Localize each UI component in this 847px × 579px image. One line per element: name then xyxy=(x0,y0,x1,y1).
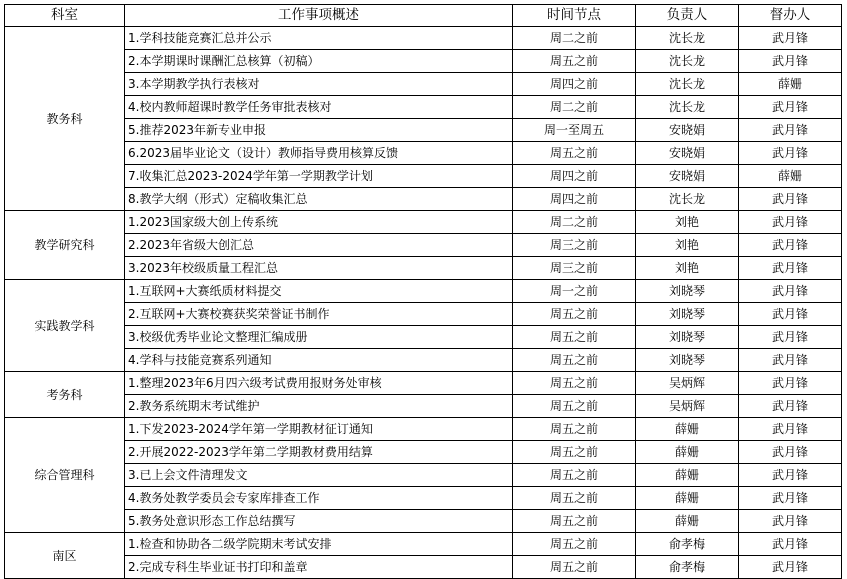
owner-cell: 安晓娟 xyxy=(636,142,739,165)
time-cell: 周五之前 xyxy=(513,395,636,418)
table-row xyxy=(5,510,842,533)
supervisor-cell: 武月锋 xyxy=(739,257,842,280)
owner-cell: 薛姗 xyxy=(636,418,739,441)
table-row xyxy=(5,257,842,280)
time-cell: 周二之前 xyxy=(513,211,636,234)
table-row xyxy=(5,27,842,50)
task-cell: 1.整理2023年6月四六级考试费用报财务处审核 xyxy=(125,372,513,395)
supervisor-cell: 武月锋 xyxy=(739,96,842,119)
time-cell: 周五之前 xyxy=(513,464,636,487)
task-cell: 2.2023年省级大创汇总 xyxy=(125,234,513,257)
header-task: 工作事项概述 xyxy=(125,5,513,27)
owner-cell: 沈长龙 xyxy=(636,188,739,211)
supervisor-cell: 武月锋 xyxy=(739,27,842,50)
owner-cell: 安晓娟 xyxy=(636,165,739,188)
task-cell: 3.校级优秀毕业论文整理汇编成册 xyxy=(125,326,513,349)
table-row xyxy=(5,533,842,556)
time-cell: 周五之前 xyxy=(513,372,636,395)
table-row xyxy=(5,142,842,165)
table-row xyxy=(5,73,842,96)
owner-cell: 吴炳辉 xyxy=(636,372,739,395)
time-cell: 周五之前 xyxy=(513,326,636,349)
supervisor-cell: 武月锋 xyxy=(739,326,842,349)
table-row xyxy=(5,303,842,326)
owner-cell: 刘艳 xyxy=(636,234,739,257)
header-row xyxy=(5,5,842,27)
time-cell: 周四之前 xyxy=(513,188,636,211)
task-cell: 2.教务系统期末考试维护 xyxy=(125,395,513,418)
supervisor-cell: 武月锋 xyxy=(739,280,842,303)
owner-cell: 刘艳 xyxy=(636,257,739,280)
task-cell: 4.校内教师超课时教学任务审批表核对 xyxy=(125,96,513,119)
supervisor-cell: 武月锋 xyxy=(739,533,842,556)
supervisor-cell: 武月锋 xyxy=(739,119,842,142)
header-owner: 负责人 xyxy=(636,5,739,27)
task-cell: 2.开展2022-2023学年第二学期教材费用结算 xyxy=(125,441,513,464)
task-cell: 1.2023国家级大创上传系统 xyxy=(125,211,513,234)
time-cell: 周二之前 xyxy=(513,27,636,50)
task-cell: 8.教学大纲（形式）定稿收集汇总 xyxy=(125,188,513,211)
task-cell: 1.检查和协助各二级学院期末考试安排 xyxy=(125,533,513,556)
task-cell: 3.2023年校级质量工程汇总 xyxy=(125,257,513,280)
owner-cell: 薛姗 xyxy=(636,487,739,510)
time-cell: 周五之前 xyxy=(513,50,636,73)
task-cell: 1.学科技能竞赛汇总并公示 xyxy=(125,27,513,50)
owner-cell: 安晓娟 xyxy=(636,119,739,142)
dept-cell: 综合管理科 xyxy=(5,418,125,533)
time-cell: 周五之前 xyxy=(513,487,636,510)
time-cell: 周四之前 xyxy=(513,73,636,96)
table-row xyxy=(5,464,842,487)
task-cell: 2.互联网+大赛校赛获奖荣誉证书制作 xyxy=(125,303,513,326)
time-cell: 周三之前 xyxy=(513,234,636,257)
supervisor-cell: 薛姗 xyxy=(739,73,842,96)
task-cell: 4.教务处教学委员会专家库排查工作 xyxy=(125,487,513,510)
table-row xyxy=(5,188,842,211)
work-schedule-table xyxy=(4,4,842,579)
dept-cell: 考务科 xyxy=(5,372,125,418)
dept-cell: 教学研究科 xyxy=(5,211,125,280)
task-cell: 1.互联网+大赛纸质材料提交 xyxy=(125,280,513,303)
supervisor-cell: 武月锋 xyxy=(739,372,842,395)
table-row xyxy=(5,211,842,234)
owner-cell: 沈长龙 xyxy=(636,96,739,119)
table-row xyxy=(5,349,842,372)
table-row xyxy=(5,119,842,142)
time-cell: 周二之前 xyxy=(513,96,636,119)
supervisor-cell: 武月锋 xyxy=(739,441,842,464)
time-cell: 周五之前 xyxy=(513,142,636,165)
owner-cell: 薛姗 xyxy=(636,464,739,487)
owner-cell: 俞孝梅 xyxy=(636,533,739,556)
supervisor-cell: 武月锋 xyxy=(739,395,842,418)
table-row xyxy=(5,165,842,188)
dept-cell: 实践教学科 xyxy=(5,280,125,372)
table-row xyxy=(5,372,842,395)
dept-cell: 教务科 xyxy=(5,27,125,211)
time-cell: 周五之前 xyxy=(513,418,636,441)
task-cell: 6.2023届毕业论文（设计）教师指导费用核算反馈 xyxy=(125,142,513,165)
time-cell: 周四之前 xyxy=(513,165,636,188)
task-cell: 3.已上会文件清理发文 xyxy=(125,464,513,487)
time-cell: 周五之前 xyxy=(513,303,636,326)
owner-cell: 刘晓琴 xyxy=(636,349,739,372)
header-time: 时间节点 xyxy=(513,5,636,27)
supervisor-cell: 武月锋 xyxy=(739,50,842,73)
supervisor-cell: 武月锋 xyxy=(739,418,842,441)
owner-cell: 刘晓琴 xyxy=(636,303,739,326)
task-cell: 2.本学期课时课酬汇总核算（初稿） xyxy=(125,50,513,73)
time-cell: 周一至周五 xyxy=(513,119,636,142)
table-row xyxy=(5,96,842,119)
header-dept: 科室 xyxy=(5,5,125,27)
task-cell: 1.下发2023-2024学年第一学期教材征订通知 xyxy=(125,418,513,441)
task-cell: 5.教务处意识形态工作总结撰写 xyxy=(125,510,513,533)
supervisor-cell: 武月锋 xyxy=(739,556,842,579)
table-row xyxy=(5,326,842,349)
time-cell: 周一之前 xyxy=(513,280,636,303)
owner-cell: 刘艳 xyxy=(636,211,739,234)
table-row xyxy=(5,487,842,510)
supervisor-cell: 武月锋 xyxy=(739,510,842,533)
table-row xyxy=(5,395,842,418)
owner-cell: 沈长龙 xyxy=(636,27,739,50)
task-cell: 4.学科与技能竞赛系列通知 xyxy=(125,349,513,372)
owner-cell: 刘晓琴 xyxy=(636,326,739,349)
owner-cell: 沈长龙 xyxy=(636,50,739,73)
task-cell: 7.收集汇总2023-2024学年第一学期教学计划 xyxy=(125,165,513,188)
owner-cell: 沈长龙 xyxy=(636,73,739,96)
table-row xyxy=(5,234,842,257)
time-cell: 周五之前 xyxy=(513,533,636,556)
supervisor-cell: 武月锋 xyxy=(739,234,842,257)
task-cell: 5.推荐2023年新专业申报 xyxy=(125,119,513,142)
time-cell: 周三之前 xyxy=(513,257,636,280)
dept-cell: 南区 xyxy=(5,533,125,579)
supervisor-cell: 武月锋 xyxy=(739,349,842,372)
time-cell: 周五之前 xyxy=(513,556,636,579)
table-row xyxy=(5,280,842,303)
time-cell: 周五之前 xyxy=(513,441,636,464)
supervisor-cell: 薛姗 xyxy=(739,165,842,188)
table-row xyxy=(5,418,842,441)
supervisor-cell: 武月锋 xyxy=(739,211,842,234)
supervisor-cell: 武月锋 xyxy=(739,487,842,510)
table-body xyxy=(5,27,842,579)
time-cell: 周五之前 xyxy=(513,510,636,533)
table-row xyxy=(5,556,842,579)
time-cell: 周五之前 xyxy=(513,349,636,372)
owner-cell: 刘晓琴 xyxy=(636,280,739,303)
supervisor-cell: 武月锋 xyxy=(739,142,842,165)
owner-cell: 薛姗 xyxy=(636,510,739,533)
header-supervisor: 督办人 xyxy=(739,5,842,27)
supervisor-cell: 武月锋 xyxy=(739,303,842,326)
task-cell: 2.完成专科生毕业证书打印和盖章 xyxy=(125,556,513,579)
owner-cell: 吴炳辉 xyxy=(636,395,739,418)
table-row xyxy=(5,50,842,73)
supervisor-cell: 武月锋 xyxy=(739,188,842,211)
owner-cell: 薛姗 xyxy=(636,441,739,464)
supervisor-cell: 武月锋 xyxy=(739,464,842,487)
table-row xyxy=(5,441,842,464)
task-cell: 3.本学期教学执行表核对 xyxy=(125,73,513,96)
owner-cell: 俞孝梅 xyxy=(636,556,739,579)
